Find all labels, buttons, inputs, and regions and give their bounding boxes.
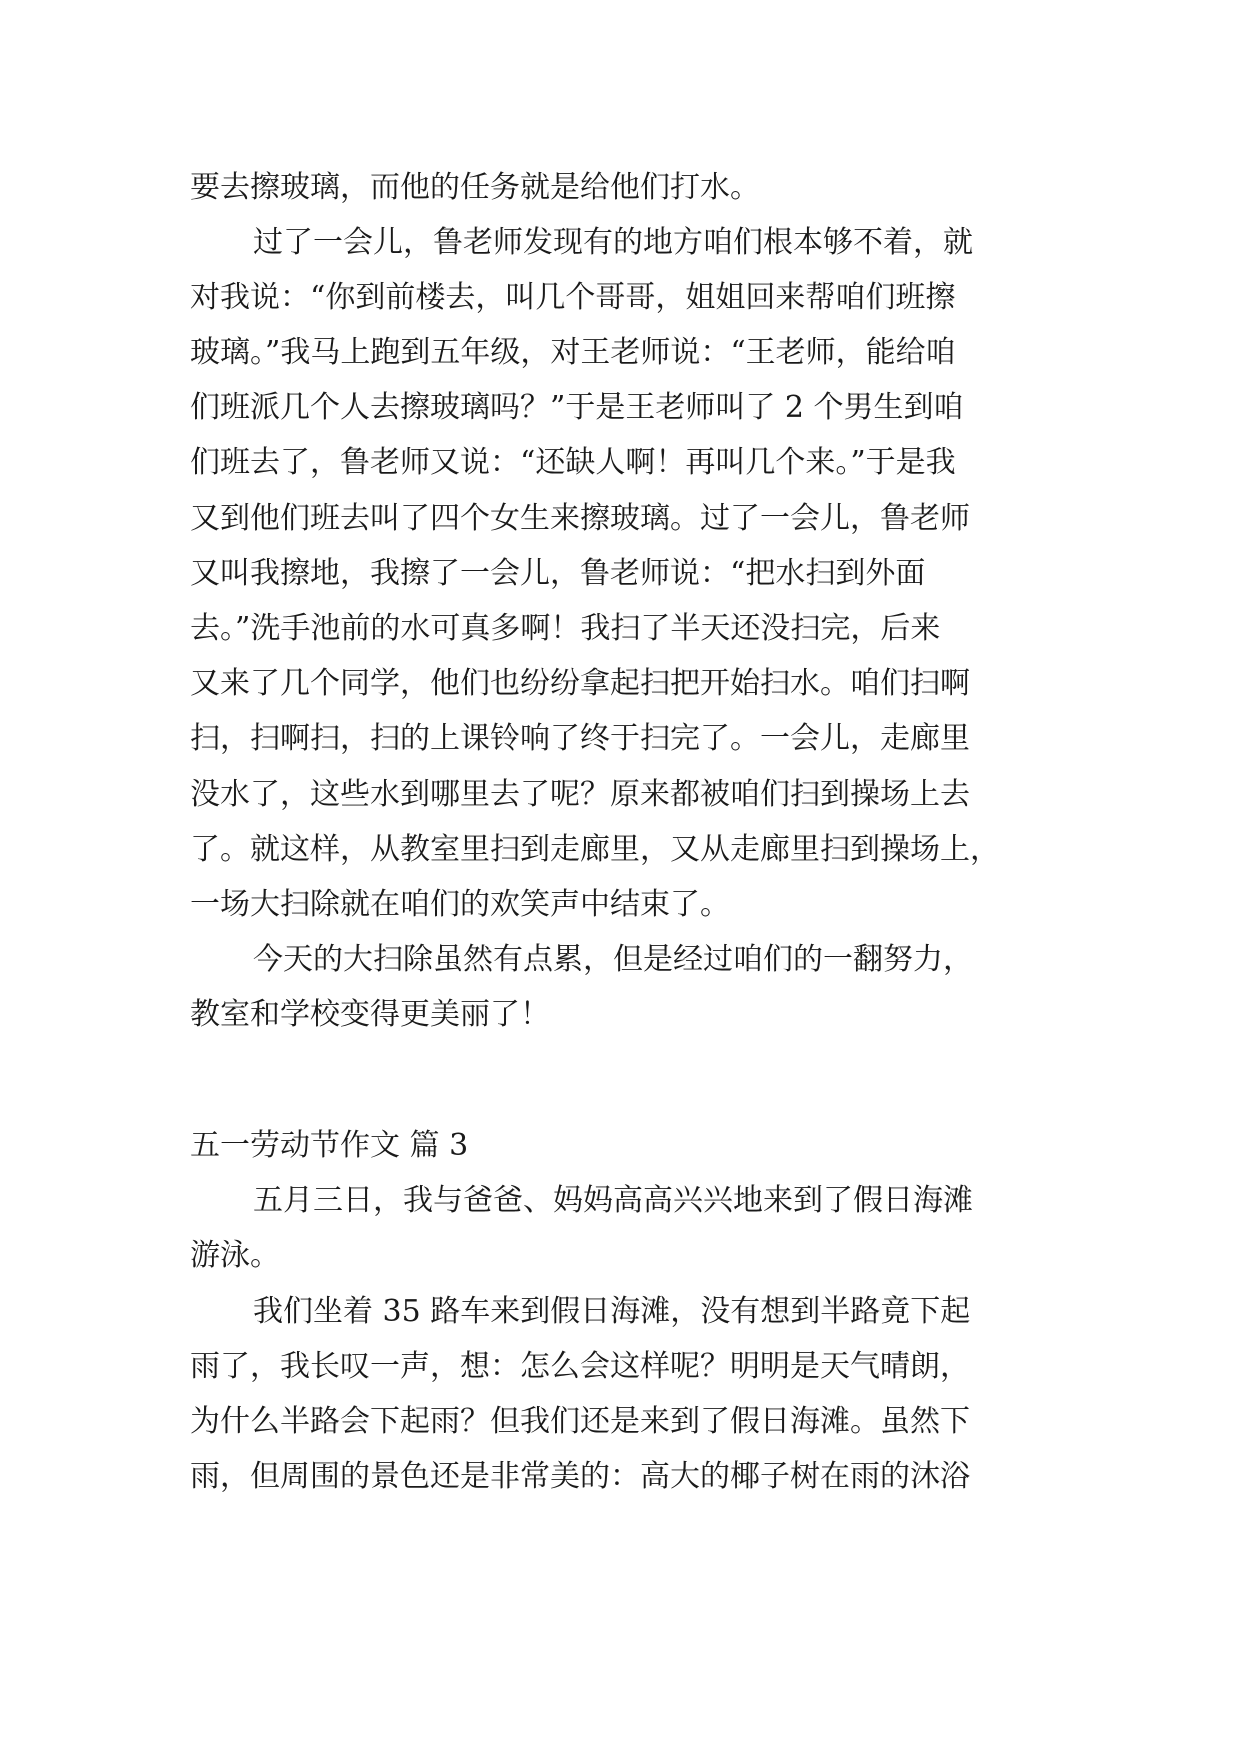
text-line: 一场大扫除就在咱们的欢笑声中结束了。 (190, 887, 730, 922)
text-line: 没水了，这些水到哪里去了呢？原来都被咱们扫到操场上去 (190, 777, 970, 812)
text-line: 对我说：“你到前楼去，叫几个哥哥，姐姐回来帮咱们班擦 (190, 280, 956, 315)
text-line: 了。就这样，从教室里扫到走廊里，又从走廊里扫到操场上， (190, 832, 1000, 867)
text-line: 又到他们班去叫了四个女生来擦玻璃。过了一会儿，鲁老师 (190, 501, 970, 536)
text-line: 去。”洗手池前的水可真多啊！我扫了半天还没扫完，后来 (190, 611, 941, 646)
text-line: 游泳。 (190, 1238, 280, 1273)
text-line: 雨了，我长叹一声，想：怎么会这样呢？明明是天气晴朗， (190, 1349, 970, 1384)
text-line: 又来了几个同学，他们也纷纷拿起扫把开始扫水。咱们扫啊 (190, 666, 970, 701)
text-line: 五月三日，我与爸爸、妈妈高高兴兴地来到了假日海滩 (253, 1183, 973, 1218)
text-line: 玻璃。”我马上跑到五年级，对王老师说：“王老师，能给咱 (190, 335, 956, 370)
text-line: 雨，但周围的景色还是非常美的：高大的椰子树在雨的沐浴 (190, 1459, 970, 1494)
text-line: 要去擦玻璃，而他的任务就是给他们打水。 (190, 170, 760, 205)
text-line: 今天的大扫除虽然有点累，但是经过咱们的一翻努力， (253, 942, 973, 977)
text-line: 又叫我擦地，我擦了一会儿，鲁老师说：“把水扫到外面 (190, 556, 926, 591)
text-line: 教室和学校变得更美丽了！ (190, 997, 550, 1032)
text-line: 扫，扫啊扫，扫的上课铃响了终于扫完了。一会儿，走廊里 (190, 721, 970, 756)
section-title: 五一劳动节作文 篇 3 (190, 1128, 469, 1163)
text-line: 为什么半路会下起雨？但我们还是来到了假日海滩。虽然下 (190, 1404, 970, 1439)
text-line: 过了一会儿，鲁老师发现有的地方咱们根本够不着，就 (253, 225, 973, 260)
text-line: 们班去了，鲁老师又说：“还缺人啊！再叫几个来。”于是我 (190, 445, 956, 480)
text-line: 我们坐着 35 路车来到假日海滩，没有想到半路竟下起 (253, 1294, 971, 1329)
text-line: 们班派几个人去擦玻璃吗？”于是王老师叫了 2 个男生到咱 (190, 390, 964, 425)
